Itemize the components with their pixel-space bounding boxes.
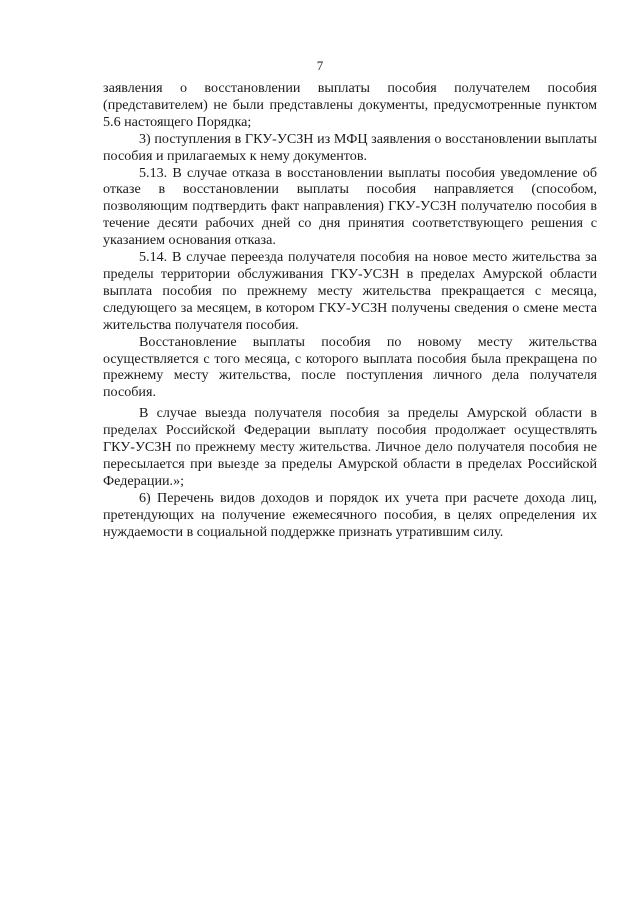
- paragraph-continuation: заявления о восстановлении выплаты пособия получателем пособия (представителем) не были представлены документы, предусмотренные пунктом 5.6 настоящего Порядка;: [103, 80, 597, 130]
- document-body: [103, 80, 597, 540]
- paragraph-5-14: 5.14. В случае переезда получателя пособия на новое место жительства за пределы территории обслуживания ГКУ-УСЗН в пределах Амурской области выплата пособия по прежнему месту жительства прекращается с месяца, следующего за месяцем, в котором ГКУ-УСЗН получены сведения о смене места жительства получателя пособия.: [103, 249, 597, 333]
- page-number: 7: [316, 58, 324, 73]
- paragraph-item-3: 3) поступления в ГКУ-УСЗН из МФЦ заявления о восстановлении выплаты пособия и прилагаемых к нему документов.: [103, 130, 597, 164]
- paragraph-restoration: Восстановление выплаты пособия по новому месту жительства осуществляется с того месяца, с которого выплата пособия была прекращена по прежнему месту жительства, после поступления личного дела получателя пособия.: [103, 333, 597, 401]
- paragraph-departure: В случае выезда получателя пособия за пределы Амурской области в пределах Российской Федерации выплату пособия продолжает осуществлять ГКУ-УСЗН по прежнему месту жительства. Личное дело получателя пособия не пересылается при выезде за пределы Амурской области в пределах Российской Федерации.»;: [103, 405, 597, 489]
- paragraph-item-6: 6) Перечень видов доходов и порядок их учета при расчете дохода лиц, претендующих на получение ежемесячного пособия, в целях определения их нуждаемости в социальной поддержке признать утратившим силу.: [103, 489, 597, 540]
- paragraph-5-13: 5.13. В случае отказа в восстановлении выплаты пособия уведомление об отказе в восстановлении выплаты пособия направляется (способом, позволяющим подтвердить факт направления) ГКУ-УСЗН получателю пособия в течение десяти рабочих дней со дня принятия соответствующего решения с указанием основания отказа.: [103, 164, 597, 249]
